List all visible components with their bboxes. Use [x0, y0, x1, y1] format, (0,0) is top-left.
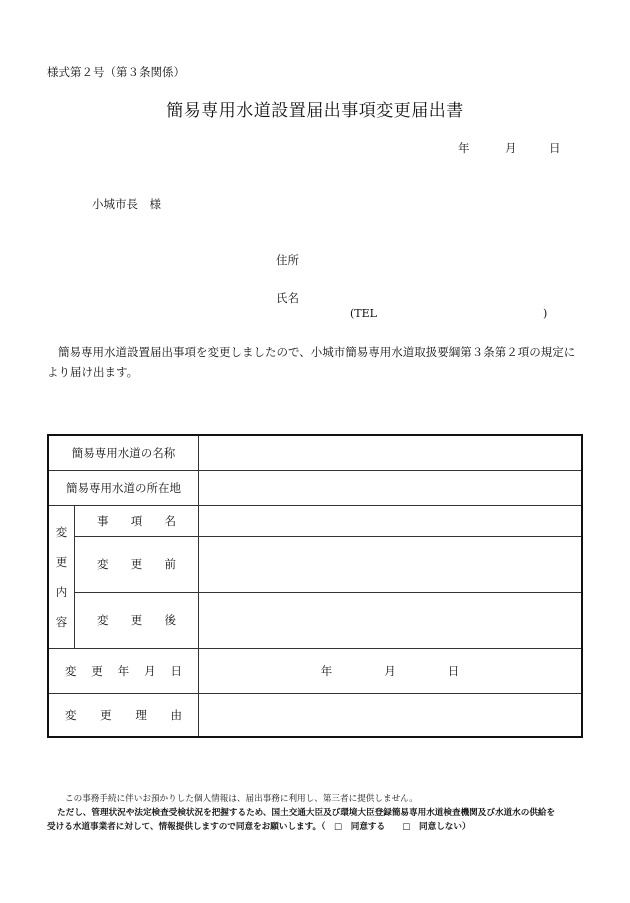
- water-supply-location-label: 簡易専用水道の所在地: [48, 470, 199, 505]
- before-change-field[interactable]: [199, 536, 583, 592]
- address-label: 住所: [276, 253, 299, 267]
- item-name-label: 事 項 名: [75, 505, 199, 536]
- change-form-table: [47, 434, 583, 738]
- body-text: 簡易専用水道設置届出事項を変更しましたので、小城市簡易専用水道取扱要綱第３条第２項の規定により届け出ます。: [47, 345, 576, 379]
- after-change-field[interactable]: [199, 592, 583, 648]
- tel-open: (TEL: [350, 307, 377, 320]
- change-reason-label: 変 更 理 由: [48, 693, 199, 737]
- document-title: 簡易専用水道設置届出事項変更届出書: [166, 101, 464, 121]
- after-change-label: 変 更 後: [75, 592, 199, 648]
- date-day-label: 日: [549, 141, 561, 155]
- name-label: 氏名: [276, 291, 299, 305]
- before-change-label: 変 更 前: [75, 536, 199, 592]
- tel-close: ): [543, 307, 548, 320]
- water-supply-name-field[interactable]: [199, 435, 583, 470]
- date-month-label: 月: [505, 141, 517, 155]
- water-supply-location-field[interactable]: [199, 470, 583, 505]
- privacy-note-line1: この事務手続に伴いお預かりした個人情報は、届出事務に利用し、第三者に提供しません。: [65, 794, 418, 804]
- change-reason-field[interactable]: [199, 693, 583, 737]
- date-year-label: 年: [458, 141, 470, 155]
- change-contents-label: 変 更 内 容: [48, 505, 75, 648]
- addressee: 小城市長 様: [92, 197, 161, 211]
- change-date-label: 変 更 年 月 日: [48, 648, 199, 693]
- privacy-note-line2: ただし、管理状況や法定検査受検状況を把握するため、国土交通大臣及び環境大臣登録簡易専用水道検査機関及び水道水の供給を: [57, 808, 556, 818]
- water-supply-name-label: 簡易専用水道の名称: [48, 435, 199, 470]
- form-number: 様式第２号（第３条関係）: [47, 65, 185, 79]
- privacy-note-line3[interactable]: 受ける水道事業者に対して、情報提供しますので同意をお願いします。（ □ 同意する □ 同意しない）: [47, 822, 471, 832]
- item-name-field[interactable]: [199, 505, 583, 536]
- change-date-field[interactable]: 年 月 日: [199, 648, 583, 693]
- privacy-notes: [47, 792, 587, 834]
